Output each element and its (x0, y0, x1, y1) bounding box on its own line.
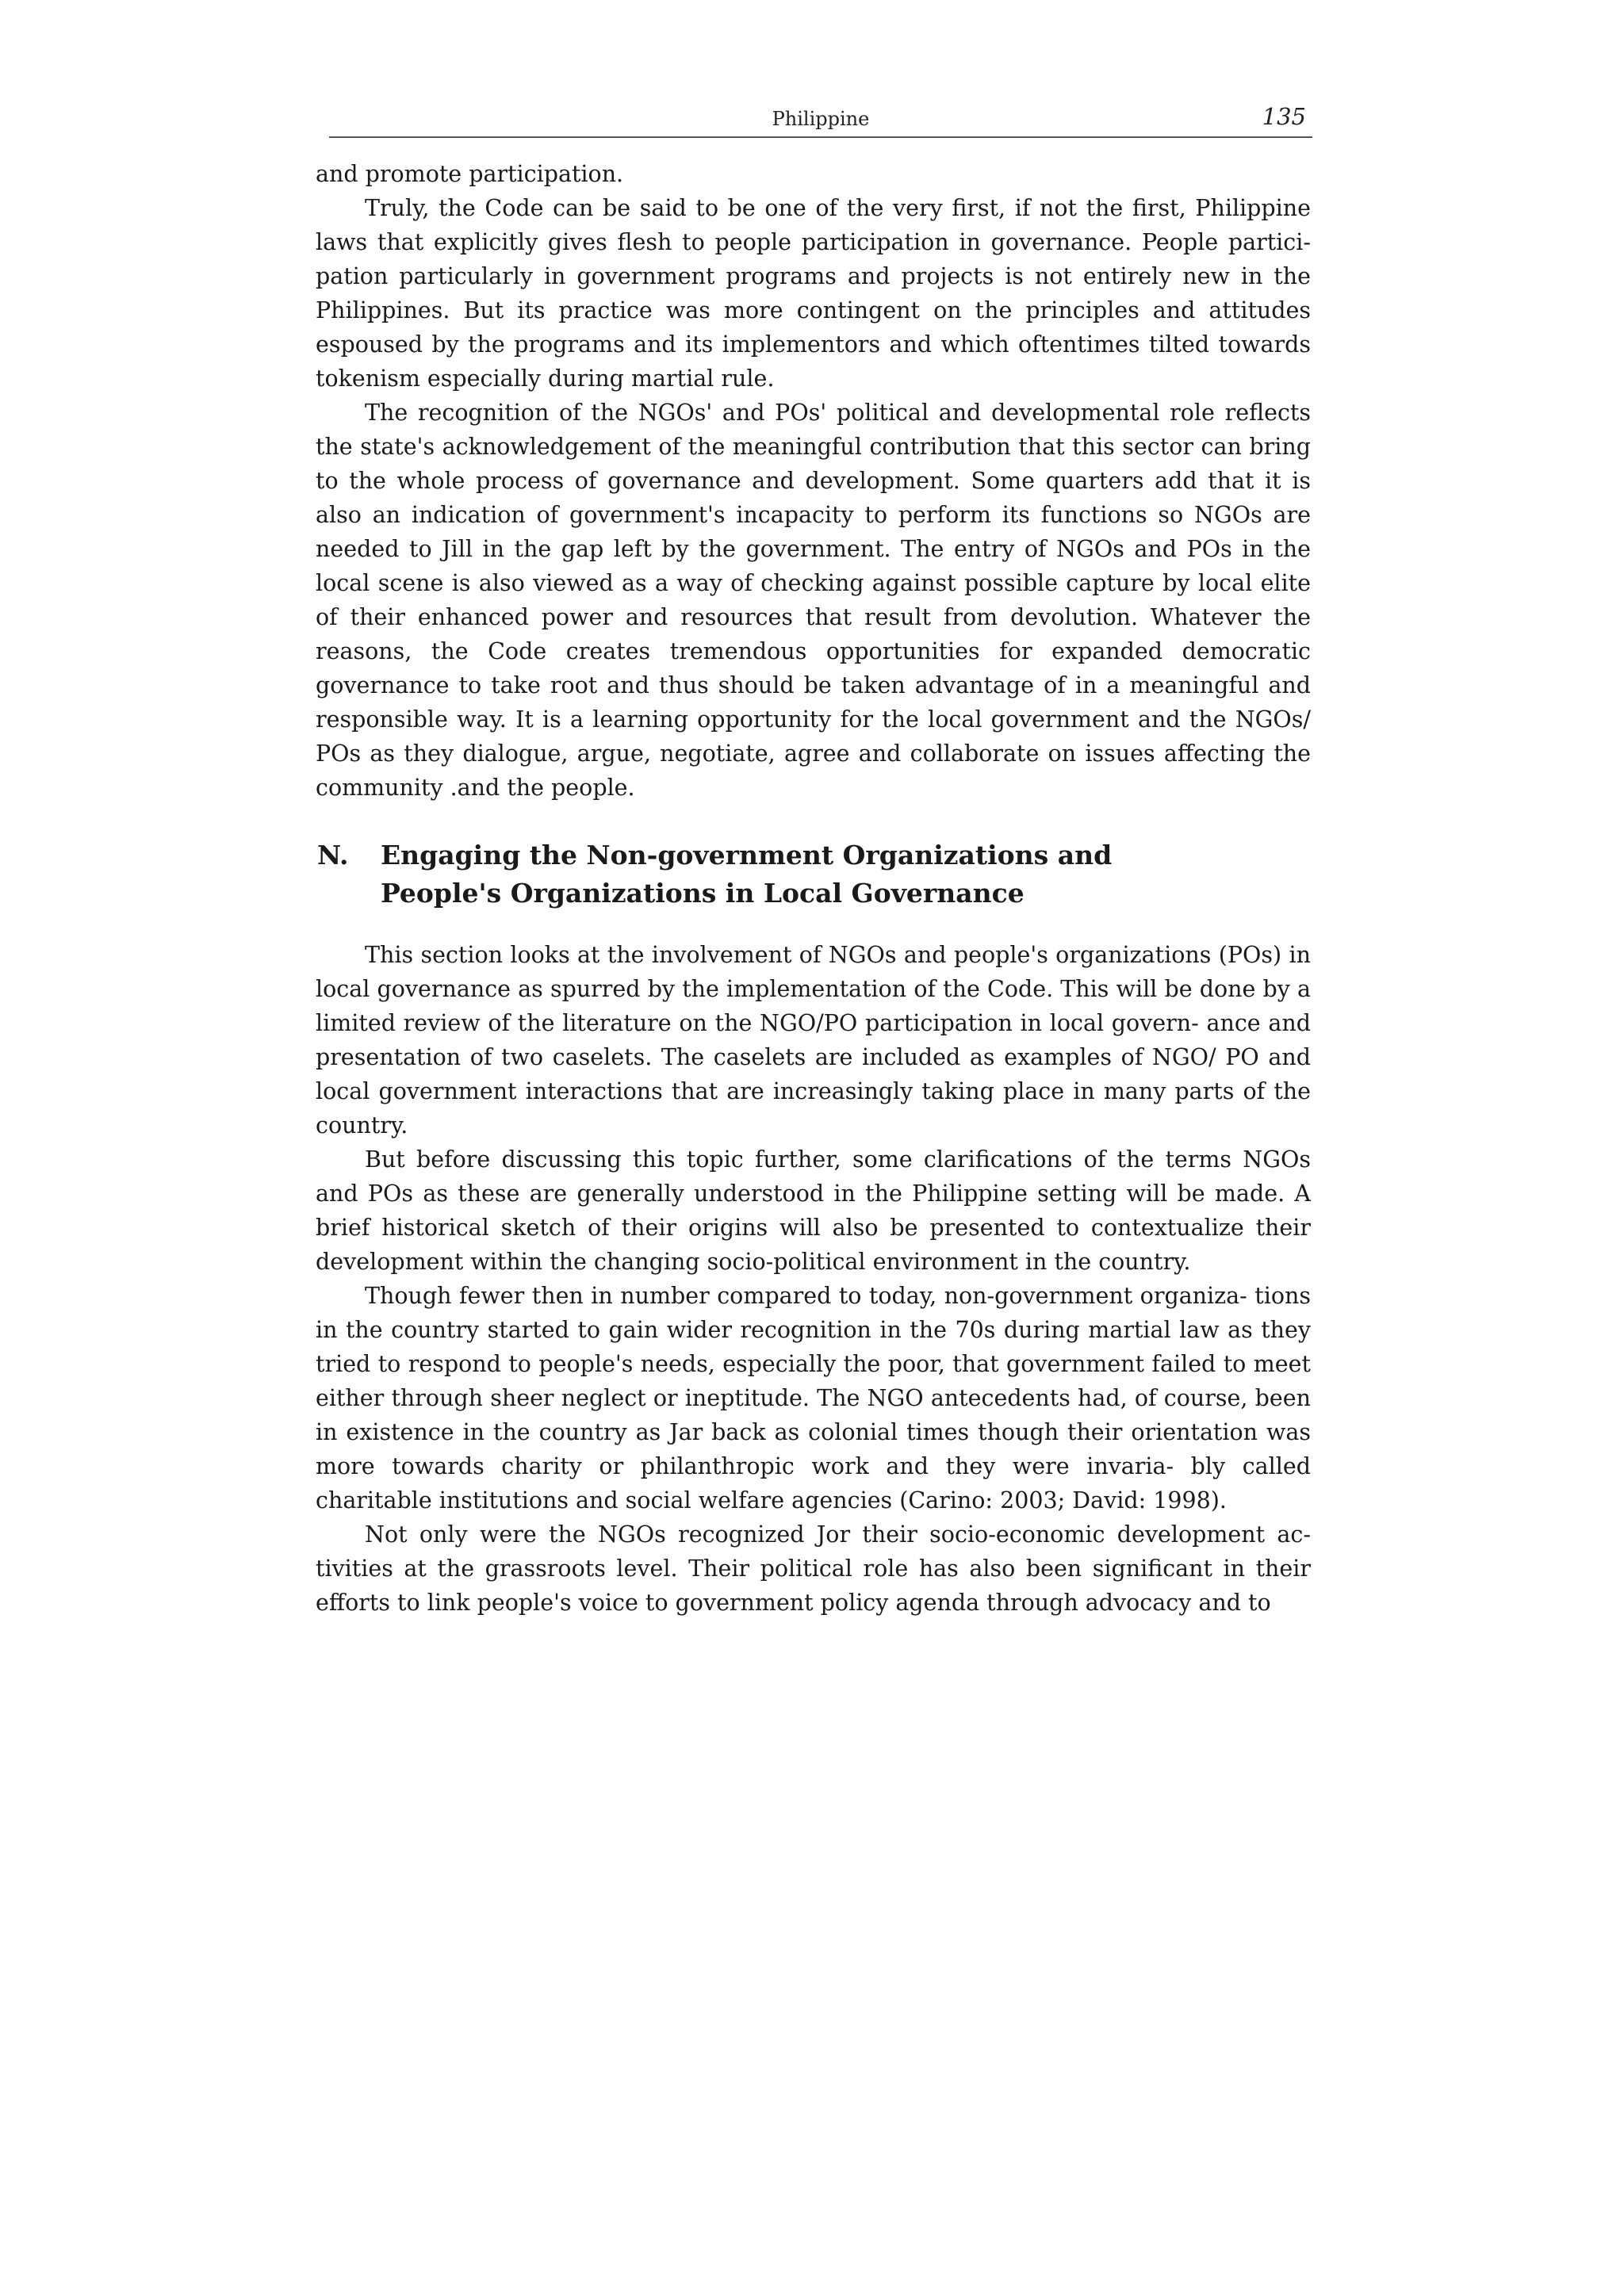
paragraph: Though fewer then in number compared to today, non-government organiza- tions in the country started to gain wider recognition in the 70s during martial law as they tried to respond to people's needs, especially the poor, that government failed to meet either through sheer neglect or ineptitude. The NGO antecedents had, of course, been in existence in the country as Jar back as colonial times though their orientation was more towards charity or philanthropic work and they were invaria- bly called charitable institutions and social welfare agencies (Carino: 2003; David: 1998). (316, 1283, 1311, 1513)
paragraph: Not only were the NGOs recognized Jor their socio-economic development ac- tivities at the grassroots level. Their political role has also been significant in their efforts to link people's voice to government policy agenda through advocacy and to (316, 1521, 1311, 1616)
paragraph: But before discussing this topic further, some clarifications of the terms NGOs and POs as these are generally understood in the Philippine setting will be made. A brief historical sketch of their origins will also be presented to contextualize their development within the changing socio-political environment in the country. (316, 1146, 1311, 1275)
paragraph: Truly, the Code can be said to be one of the very first, if not the first, Philippine laws that explicitly gives flesh to people participation in governance. People partici- pation particularly in government programs and projects is not entirely new in the Philippines. But its practice was more contingent on the principles and attitudes espoused by the programs and its implementors and which oftentimes tilted towards tokenism especially during martial rule. (316, 195, 1311, 392)
paragraph: and promote participation. (316, 161, 624, 187)
section-letter: N. (317, 840, 349, 871)
running-title: Philippine (772, 108, 870, 130)
paragraph: The recognition of the NGOs' and POs' political and developmental role reflects the state's acknowledgement of the meaningful contribution that this sector can bring to the whole process of governance and development. Some quarters add that it is also an indication of government's incapacity to perform its functions so NGOs are needed to Jill in the gap left by the government. The entry of NGOs and POs in the local scene is also viewed as a way of checking against possible capture by local elite of their enhanced power and resources that result from devolution. Whatever the reasons, the Code creates tremendous opportunities for expanded democratic governance to take root and thus should be taken advantage of in a meaningful and responsible way. It is a learning opportunity for the local government and the NGOs/ POs as they dialogue, argue, negotiate, agree and collaborate on issues affecting the community .and the people. (316, 400, 1311, 801)
section-heading (317, 836, 1311, 913)
running-header (329, 101, 1312, 138)
section-title: Engaging the Non-government Organizations and People's Organizations in Local Governance (381, 840, 1113, 909)
paragraph: This section looks at the involvement of NGOs and people's organizations (POs) in local governance as spurred by the implementation of the Code. This will be done by a limited review of the literature on the NGO/PO participation in local govern- ance and presentation of two caselets. The caselets are included as examples of NGO/ PO and local government interactions that are increasingly taking place in many parts of the country. (316, 942, 1311, 1138)
page-number: 135 (1262, 103, 1306, 130)
page-body (316, 157, 1311, 1620)
